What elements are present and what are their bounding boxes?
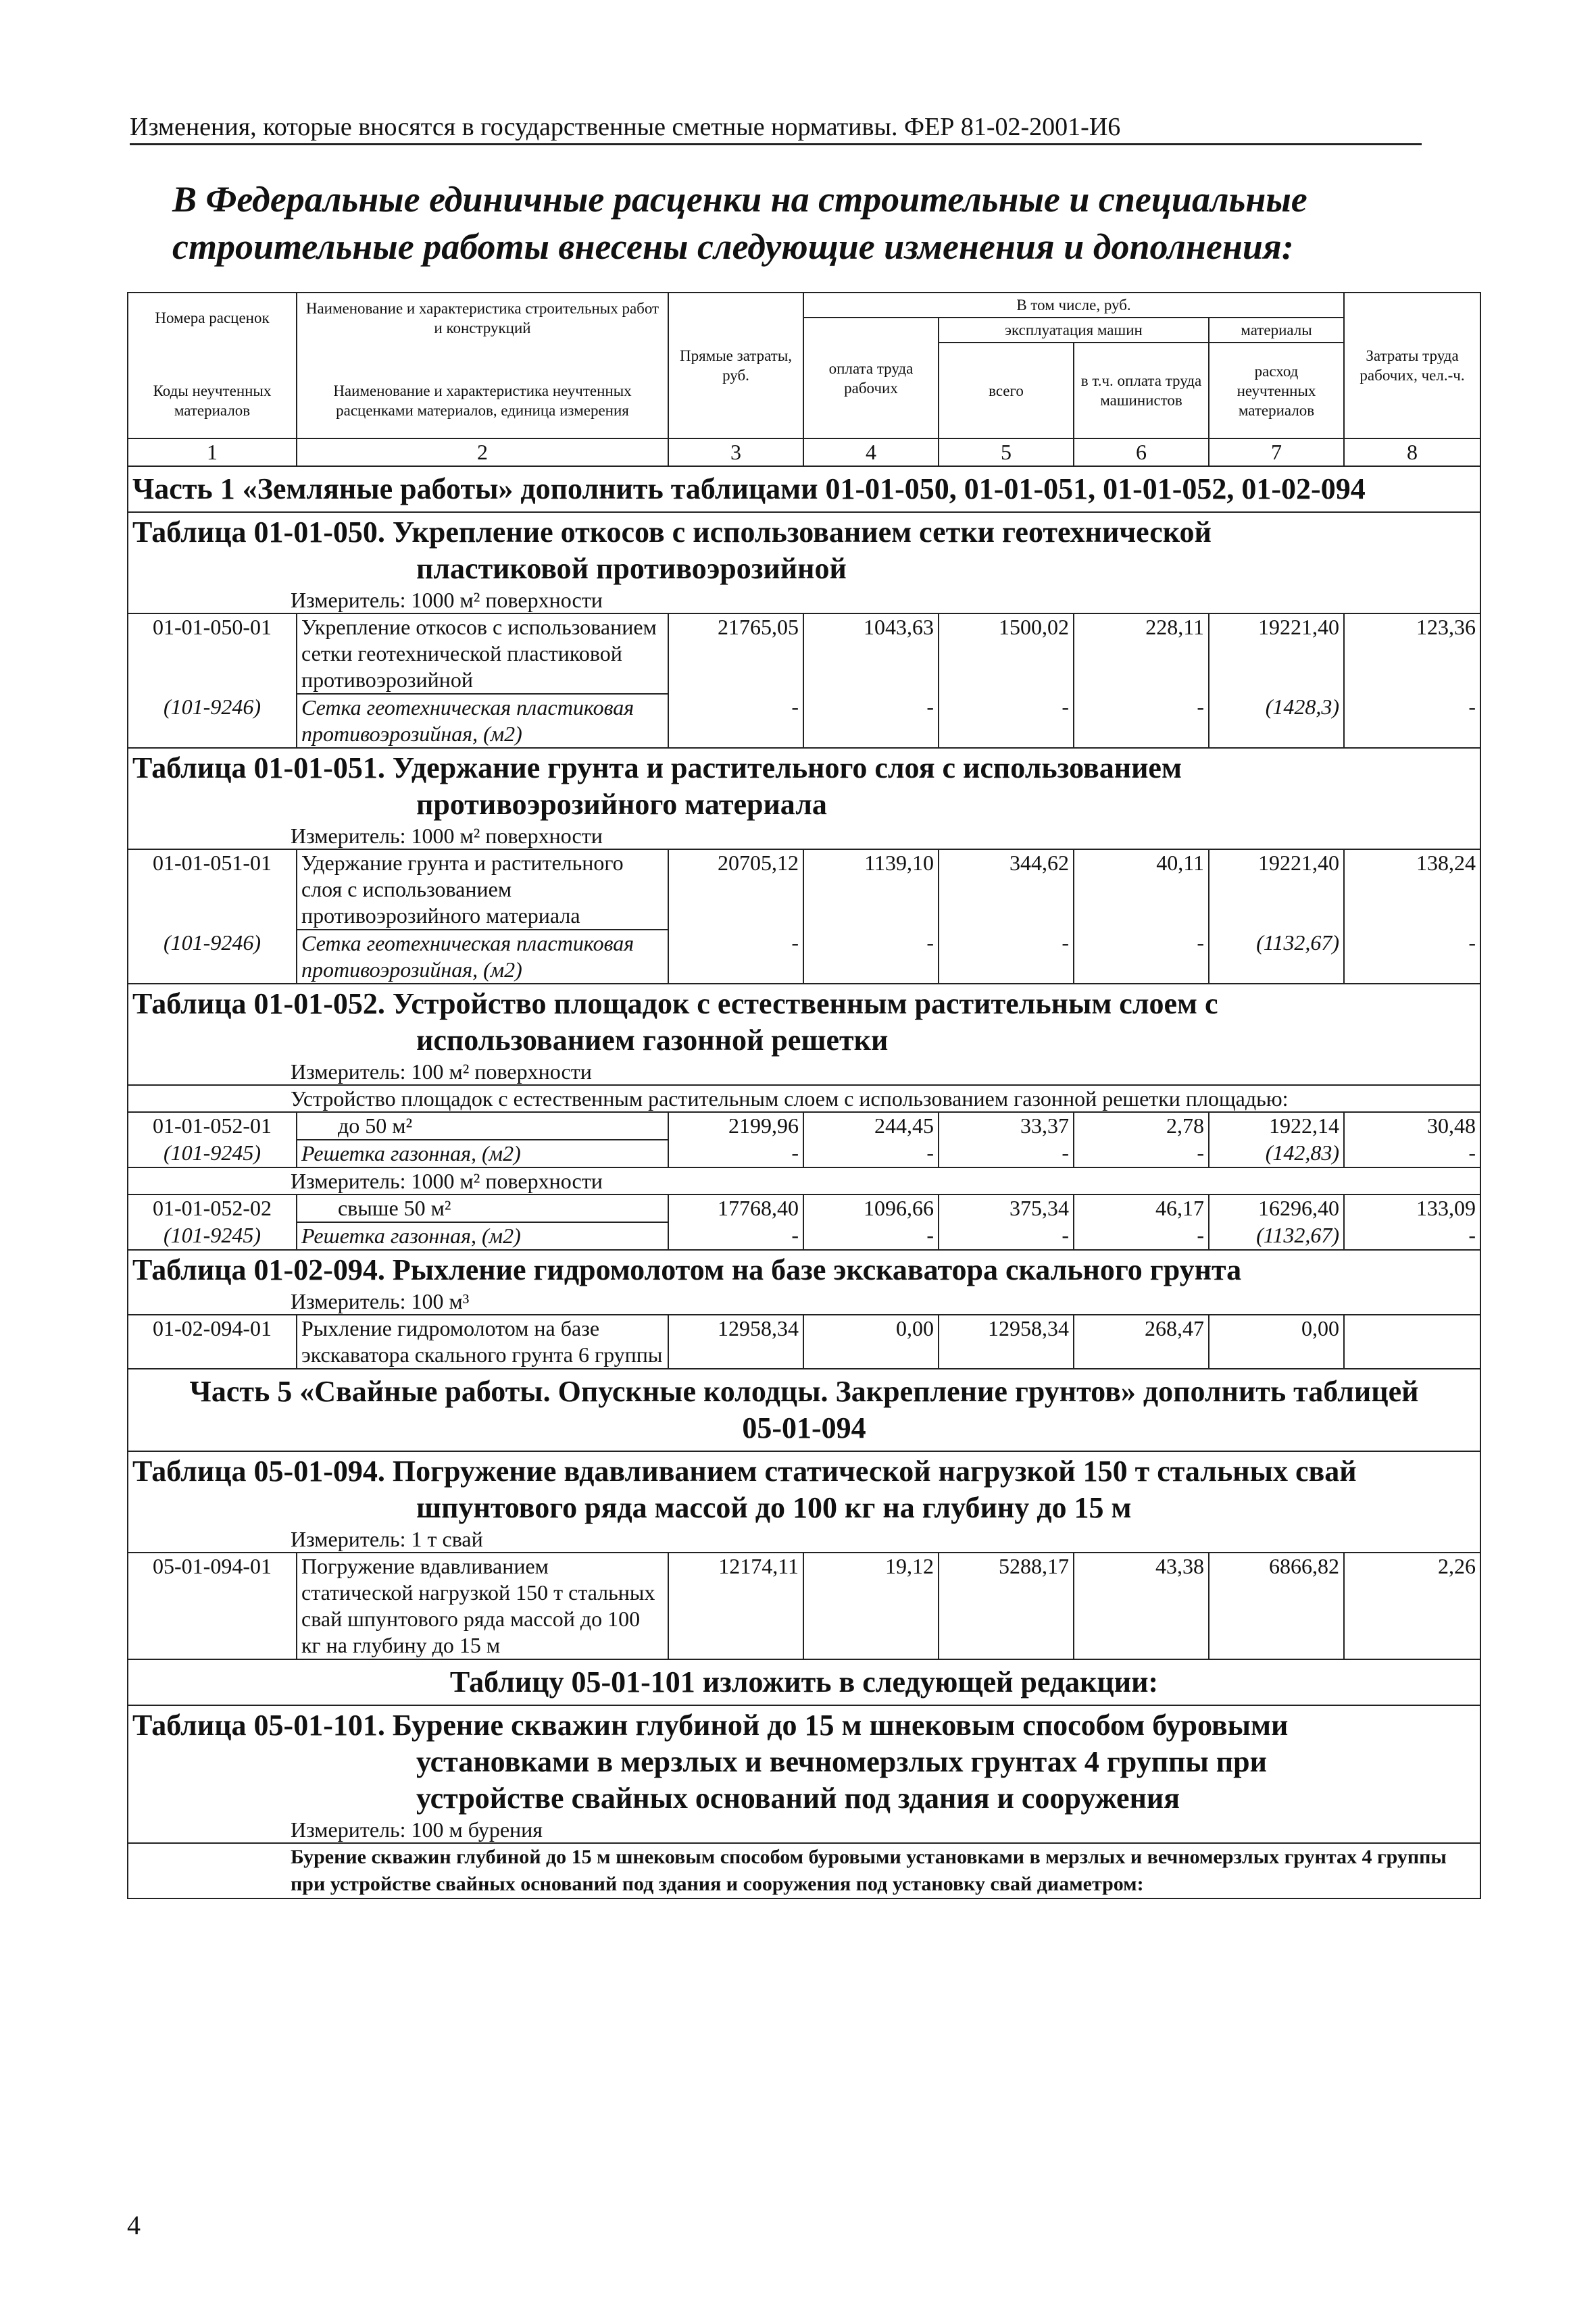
title-line: устройстве свайных оснований под здания и сооружения [416, 1782, 1180, 1815]
title-line: Таблица 05-01-094. Погружение вдавливанием статической нагрузкой 150 т стальных свай [132, 1455, 1357, 1488]
labor-hours: 138,24 [1344, 849, 1480, 930]
table-row [128, 1112, 1480, 1140]
rate-name: до 50 м² [297, 1112, 668, 1140]
column-number: 1 [128, 438, 297, 466]
header-col4: оплата труда рабочих [803, 318, 939, 438]
column-number: 2 [297, 438, 668, 466]
worker-wages: 1043,63 [803, 613, 939, 694]
heading-line: Часть 5 «Свайные работы. Опускные колодцы. Закрепление грунтов» дополнить таблицей [189, 1375, 1419, 1408]
table-heading-row [128, 512, 1480, 587]
worker-wages: - [803, 1140, 939, 1167]
part1-heading: Часть 1 «Земляные работы» дополнить таблицами 01-01-050, 01-01-051, 01-01-052, 01-02-094 [128, 466, 1480, 512]
part-heading-row [128, 466, 1480, 512]
title-line: противоэрозийного материала [416, 788, 827, 821]
table-01-02-094-title: Таблица 01-02-094. Рыхление гидромолотом на базе экскаватора скального грунта [128, 1250, 1480, 1288]
direct-costs: 2199,96 [668, 1112, 803, 1140]
machines-total: 375,34 [939, 1194, 1074, 1222]
title-line: пластиковой противоэрозийной [416, 552, 847, 585]
operator-wages: 268,47 [1074, 1315, 1209, 1369]
machines-total: - [939, 1222, 1074, 1250]
measure-unit: Измеритель: 1000 м² поверхности [128, 587, 1480, 613]
measure-row [128, 1526, 1480, 1553]
header-col1-top: Номера расценок [128, 293, 297, 343]
material-consumption: (1428,3) [1209, 694, 1344, 748]
header-col2-bottom: Наименование и характеристика неучтенных расценками материалов, единица измерения [297, 363, 668, 438]
material-row [128, 694, 1480, 748]
intro-heading: В Федеральные единичные расценки на строительные и специальные строительные работы внесены следующие изменения и дополнения: [172, 179, 1307, 267]
direct-costs: 21765,05 [668, 613, 803, 694]
rates-table [127, 292, 1481, 1899]
header-row [128, 293, 1480, 318]
machines-total: 12958,34 [939, 1315, 1074, 1369]
measure-unit: Измеритель: 100 м² поверхности [128, 1059, 1480, 1085]
material-consumption: (1132,67) [1209, 1222, 1344, 1250]
header-machines: эксплуатация машин [939, 318, 1209, 343]
subheading: Устройство площадок с естественным растительным слоем с использованием газонной решетки площадью: [128, 1085, 1480, 1112]
table-heading-row [128, 1451, 1480, 1526]
rate-name: Рыхление гидромолотом на базе экскаватора скального грунта 6 группы [297, 1315, 668, 1369]
labor-hours: 2,26 [1344, 1553, 1480, 1659]
measure-row [128, 1817, 1480, 1843]
direct-costs: - [668, 930, 803, 984]
measure-unit: Измеритель: 1 т свай [128, 1526, 1480, 1553]
header-col1-bottom: Коды неучтенных материалов [128, 363, 297, 438]
header-col8: Затраты труда рабочих, чел.-ч. [1344, 293, 1480, 438]
rate-code: 05-01-094-01 [128, 1553, 297, 1659]
table-row [128, 849, 1480, 930]
replace-note: Таблицу 05-01-101 изложить в следующей редакции: [128, 1659, 1480, 1705]
direct-costs: 12174,11 [668, 1553, 803, 1659]
rate-code: 01-01-051-01 [128, 849, 297, 930]
table-05-01-101-title [128, 1705, 1480, 1817]
operator-wages: 46,17 [1074, 1194, 1209, 1222]
operator-wages: 43,38 [1074, 1553, 1209, 1659]
materials-cost: 19221,40 [1209, 849, 1344, 930]
measure-row [128, 587, 1480, 613]
labor-hours: - [1344, 1222, 1480, 1250]
worker-wages: 19,12 [803, 1553, 939, 1659]
title-line: установками в мерзлых и вечномерзлых грунтах 4 группы при [416, 1745, 1267, 1778]
table-row [128, 1553, 1480, 1659]
header-col2-spacer [297, 343, 668, 363]
column-number: 5 [939, 438, 1074, 466]
column-number: 3 [668, 438, 803, 466]
labor-hours: - [1344, 930, 1480, 984]
direct-costs: 17768,40 [668, 1194, 803, 1222]
material-name: Сетка геотехническая пластиковая противоэрозийная, (м2) [297, 930, 668, 984]
worker-wages: - [803, 694, 939, 748]
table-row [128, 1315, 1480, 1369]
operator-wages: - [1074, 930, 1209, 984]
material-code: (101-9246) [128, 694, 297, 748]
rate-name: Укрепление откосов с использованием сетки геотехнической пластиковой противоэрозийной [297, 613, 668, 694]
title-line: использованием газонной решетки [416, 1024, 889, 1057]
rate-code: 01-02-094-01 [128, 1315, 297, 1369]
column-number: 7 [1209, 438, 1344, 466]
material-row [128, 1140, 1480, 1167]
operator-wages: 228,11 [1074, 613, 1209, 694]
worker-wages: 1096,66 [803, 1194, 939, 1222]
header-group: В том числе, руб. [803, 293, 1344, 318]
material-row [128, 1222, 1480, 1250]
direct-costs: - [668, 694, 803, 748]
measure-unit: Измеритель: 1000 м² поверхности [128, 823, 1480, 849]
title-line: Таблица 01-01-052. Устройство площадок с естественным растительным слоем с [132, 987, 1218, 1020]
table-heading-row [128, 984, 1480, 1059]
worker-wages: - [803, 1222, 939, 1250]
machines-total: 5288,17 [939, 1553, 1074, 1659]
direct-costs: 20705,12 [668, 849, 803, 930]
column-number: 8 [1344, 438, 1480, 466]
measure-unit: Измеритель: 1000 м² поверхности [128, 1167, 1480, 1194]
material-consumption: (142,83) [1209, 1140, 1344, 1167]
operator-wages: 2,78 [1074, 1112, 1209, 1140]
material-row [128, 930, 1480, 984]
labor-hours: 133,09 [1344, 1194, 1480, 1222]
machines-total: 33,37 [939, 1112, 1074, 1140]
subheading-row [128, 1843, 1480, 1898]
rate-code: 01-01-050-01 [128, 613, 297, 694]
part-heading-row [128, 1369, 1480, 1451]
operator-wages: - [1074, 1222, 1209, 1250]
machines-total: - [939, 1140, 1074, 1167]
rate-name: свыше 50 м² [297, 1194, 668, 1222]
rate-code: 01-01-052-02 [128, 1194, 297, 1222]
operator-wages: 40,11 [1074, 849, 1209, 930]
rate-code: 01-01-052-01 [128, 1112, 297, 1140]
measure-row [128, 1288, 1480, 1315]
labor-hours: 123,36 [1344, 613, 1480, 694]
table-05-01-094-title [128, 1451, 1480, 1526]
materials-cost: 16296,40 [1209, 1194, 1344, 1222]
title-line: Таблица 01-01-050. Укрепление откосов с использованием сетки геотехнической [132, 515, 1212, 549]
operator-wages: - [1074, 694, 1209, 748]
worker-wages: 1139,10 [803, 849, 939, 930]
header-col6: в т.ч. оплата труда машинистов [1074, 343, 1209, 438]
heading-line: 05-01-094 [742, 1411, 866, 1444]
measure-unit: Измеритель: 100 м³ [128, 1288, 1480, 1315]
header-col7: расход неучтенных материалов [1209, 343, 1344, 438]
table-row [128, 1194, 1480, 1222]
rate-name: Удержание грунта и растительного слоя с использованием противоэрозийного материала [297, 849, 668, 930]
material-name: Сетка геотехническая пластиковая противоэрозийная, (м2) [297, 694, 668, 748]
labor-hours: - [1344, 694, 1480, 748]
subheading-row [128, 1085, 1480, 1112]
material-code: (101-9245) [128, 1140, 297, 1167]
column-number: 4 [803, 438, 939, 466]
material-code: (101-9246) [128, 930, 297, 984]
operator-wages: - [1074, 1140, 1209, 1167]
measure-row [128, 823, 1480, 849]
machines-total: 344,62 [939, 849, 1074, 930]
table-row [128, 613, 1480, 694]
labor-hours [1344, 1315, 1480, 1369]
table-01-01-052-title [128, 984, 1480, 1059]
worker-wages: 244,45 [803, 1112, 939, 1140]
header-col3: Прямые затраты, руб. [668, 293, 803, 438]
materials-cost: 0,00 [1209, 1315, 1344, 1369]
column-numbers-row [128, 438, 1480, 466]
running-head: Изменения, которые вносятся в государственные сметные нормативы. ФЕР 81-02-2001-И6 [130, 113, 1121, 141]
title-line: Таблица 01-01-051. Удержание грунта и растительного слоя с использованием [132, 751, 1182, 784]
direct-costs: 12958,34 [668, 1315, 803, 1369]
worker-wages: - [803, 930, 939, 984]
header-col5: всего [939, 343, 1074, 438]
measure-row [128, 1059, 1480, 1085]
material-consumption: (1132,67) [1209, 930, 1344, 984]
header-materials: материалы [1209, 318, 1344, 343]
machines-total: 1500,02 [939, 613, 1074, 694]
title-line: шпунтового ряда массой до 100 кг на глубину до 15 м [416, 1491, 1132, 1524]
direct-costs: - [668, 1222, 803, 1250]
measure-row [128, 1167, 1480, 1194]
measure-unit: Измеритель: 100 м бурения [128, 1817, 1480, 1843]
subheading: Бурение скважин глубиной до 15 м шнековым способом буровыми установками в мерзлых и вечномерзлых грунтах 4 группы при устройстве свайных оснований под здания и сооружения под установку свай диаметром: [128, 1843, 1480, 1898]
materials-cost: 6866,82 [1209, 1553, 1344, 1659]
machines-total: - [939, 694, 1074, 748]
labor-hours: 30,48 [1344, 1112, 1480, 1140]
title-line: Таблица 05-01-101. Бурение скважин глубиной до 15 м шнековым способом буровыми [132, 1709, 1289, 1742]
part5-heading [128, 1369, 1480, 1451]
labor-hours: - [1344, 1140, 1480, 1167]
table-heading-row [128, 1250, 1480, 1288]
table-heading-row [128, 748, 1480, 823]
material-name: Решетка газонная, (м2) [297, 1222, 668, 1250]
rate-name: Погружение вдавливанием статической нагрузкой 150 т стальных свай шпунтового ряда массой до 100 кг на глубину до 15 м [297, 1553, 668, 1659]
header-rule [130, 143, 1422, 145]
material-code: (101-9245) [128, 1222, 297, 1250]
materials-cost: 1922,14 [1209, 1112, 1344, 1140]
table-01-01-050-title [128, 512, 1480, 587]
replace-note-row [128, 1659, 1480, 1705]
column-number: 6 [1074, 438, 1209, 466]
direct-costs: - [668, 1140, 803, 1167]
material-name: Решетка газонная, (м2) [297, 1140, 668, 1167]
page-number: 4 [127, 2210, 141, 2240]
materials-cost: 19221,40 [1209, 613, 1344, 694]
table-01-01-051-title [128, 748, 1480, 823]
worker-wages: 0,00 [803, 1315, 939, 1369]
machines-total: - [939, 930, 1074, 984]
header-col1-spacer [128, 343, 297, 363]
header-col2-top: Наименование и характеристика строительных работ и конструкций [297, 293, 668, 343]
table-heading-row [128, 1705, 1480, 1817]
